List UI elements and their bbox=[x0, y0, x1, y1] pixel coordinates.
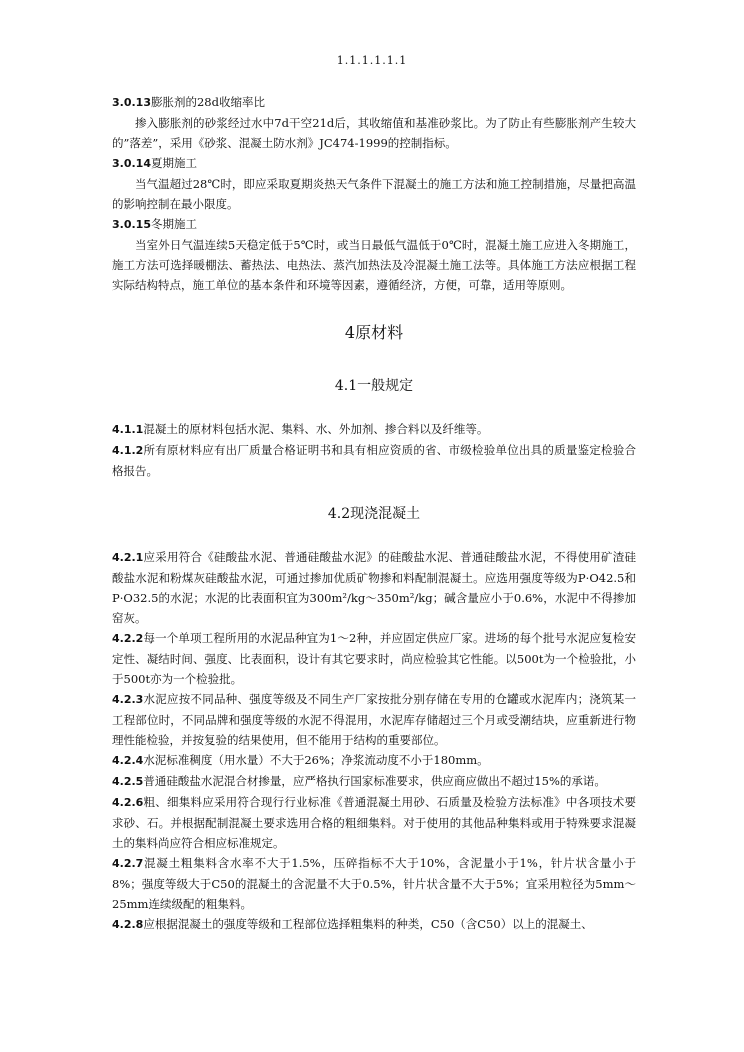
clause-text: 普通硅酸盐水泥混合材掺量，应严格执行国家标准要求，供应商应做出不超过15%的承诺。 bbox=[143, 774, 606, 788]
document-body bbox=[112, 92, 636, 935]
clause-text: 粗、细集料应采用符合现行行业标准《普通混凝土用砂、石质量及检验方法标准》中各项技术要求砂、石。并根据配制混凝土要求选用合格的粗细集料。对于使用的其他品种集料或用于特殊要求混凝土的集料尚应符合相应标准规定。 bbox=[112, 795, 636, 850]
clause-4-1-2 bbox=[112, 440, 636, 481]
clause-4-1-1 bbox=[112, 419, 636, 440]
clause-number: 4.1.1 bbox=[112, 423, 144, 436]
clause-number: 4.2.2 bbox=[112, 632, 144, 645]
clause-title: 夏期施工 bbox=[150, 156, 197, 170]
clause-title: 膨胀剂的28d收缩率比 bbox=[150, 95, 265, 109]
section-3-0-14-body: 当气温超过28℃时，即应采取夏期炎热天气条件下混凝土的施工方法和施工控制措施，尽量把高温的影响控制在最小限度。 bbox=[112, 177, 636, 211]
clause-text: 水泥标准稠度（用水量）不大于26%；净浆流动度不小于180mm。 bbox=[143, 753, 489, 767]
section-3-0-15-heading bbox=[112, 214, 636, 235]
section-3-0-15-body: 当室外日气温连续5天稳定低于5℃时，或当日最低气温低于0℃时，混凝土施工应进入冬期施工，施工方法可选择暖棚法、蓄热法、电热法、蒸汽加热法及冷混凝土施工法等。具体施工方法应根据工程实际结构特点，施工单位的基本条件和环境等因素，遵循经济，方便，可靠，适用等原则。 bbox=[112, 238, 636, 292]
clause-number: 4.2.8 bbox=[112, 918, 144, 931]
clause-4-2-2 bbox=[112, 628, 636, 689]
clause-text: 每一个单项工程所用的水泥品种宜为1～2种，并应固定供应厂家。进场的每个批号水泥应复检安定性、凝结时间、强度、比表面积，设计有其它要求时，尚应检验其它性能。以500t为一个检验批，小于500t亦为一个检验批。 bbox=[112, 631, 636, 686]
chapter-title: 4原材料 bbox=[344, 323, 404, 342]
clause-4-2-8 bbox=[112, 914, 636, 935]
section-3-0-13-heading bbox=[112, 92, 636, 113]
clause-number: 4.2.7 bbox=[112, 857, 144, 870]
clause-text: 应采用符合《硅酸盐水泥、普通硅酸盐水泥》的硅酸盐水泥、普通硅酸盐水泥，不得使用矿渣硅酸盐水泥和粉煤灰硅酸盐水泥，可通过掺加优质矿物掺和料配制混凝土。应选用强度等级为P·O42.5和P·O32.5的水泥；水泥的比表面积宜为300m²/kg～350m²/kg；碱含量应小于0.6%，水泥中不得掺加窑灰。 bbox=[112, 550, 636, 625]
section-3-0-13-body: 掺入膨胀剂的砂浆经过水中7d干空21d后，其收缩值和基准砂浆比。为了防止有些膨胀剂产生较大的”落差”，采用《砂浆、混凝土防水剂》JC474-1999的控制指标。 bbox=[112, 116, 636, 150]
clause-title: 冬期施工 bbox=[150, 217, 197, 231]
clause-number: 4.2.3 bbox=[112, 693, 144, 706]
clause-number: 3.0.13 bbox=[112, 96, 151, 109]
section-4-1-title: 4.1一般规定 bbox=[334, 378, 414, 394]
section-3-0-14-heading bbox=[112, 153, 636, 174]
clause-number: 4.2.4 bbox=[112, 754, 144, 767]
clause-number: 3.0.14 bbox=[112, 157, 151, 170]
clause-number: 4.2.6 bbox=[112, 796, 144, 809]
page-header: 1.1.1.1.1.1 bbox=[336, 54, 408, 67]
section-4-2-title: 4.2现浇混凝土 bbox=[327, 506, 421, 522]
clause-number: 4.2.5 bbox=[112, 775, 144, 788]
clause-number: 4.2.1 bbox=[112, 551, 144, 564]
clause-number: 4.1.2 bbox=[112, 444, 144, 457]
clause-text: 所有原材料应有出厂质量合格证明书和具有相应资质的省、市级检验单位出具的质量鉴定检验合格报告。 bbox=[112, 443, 636, 478]
clause-4-2-7 bbox=[112, 853, 636, 914]
clause-text: 混凝土粗集料含水率不大于1.5%，压碎指标不大于10%，含泥量小于1%，针片状含量小于8%；强度等级大于C50的混凝土的含泥量不大于0.5%，针片状含量不大于5%；宜采用粒径为5mm～25mm连续级配的粗集料。 bbox=[112, 856, 636, 911]
clause-4-2-6 bbox=[112, 792, 636, 853]
clause-text: 水泥应按不同品种、强度等级及不同生产厂家按批分别存储在专用的仓罐或水泥库内；浇筑某一工程部位时，不同品牌和强度等级的水泥不得混用，水泥库存储超过三个月或受潮结块，应重新进行物理性能检验，并按复验的结果使用，但不能用于结构的重要部位。 bbox=[112, 692, 636, 747]
clause-4-2-1 bbox=[112, 547, 636, 628]
clause-4-2-4 bbox=[112, 750, 636, 771]
clause-number: 3.0.15 bbox=[112, 218, 151, 231]
clause-text: 应根据混凝土的强度等级和工程部位选择粗集料的种类，C50（含C50）以上的混凝土、 bbox=[143, 917, 593, 931]
clause-4-2-3 bbox=[112, 689, 636, 750]
clause-text: 混凝土的原材料包括水泥、集料、水、外加剂、掺合料以及纤维等。 bbox=[143, 422, 489, 436]
clause-4-2-5 bbox=[112, 771, 636, 792]
